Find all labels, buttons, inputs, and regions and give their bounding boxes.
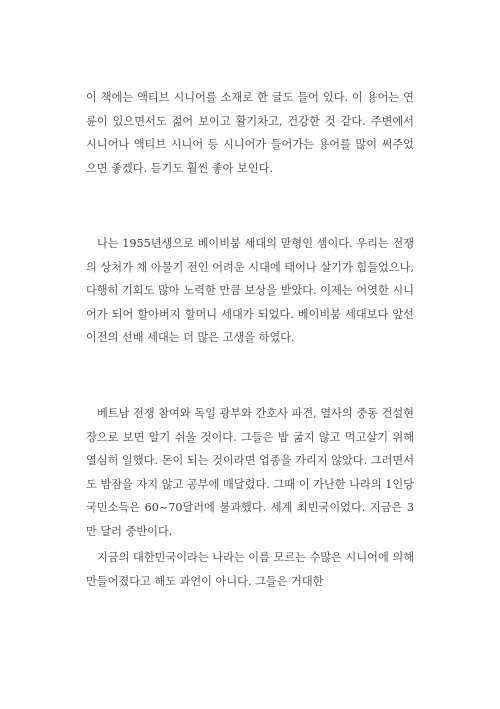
paragraph-hardship: 베트남 전쟁 참여와 독일 광부와 간호사 파견, 열사의 중동 건설현장으로 보면 알기 쉬울 것이다. 그들은 밥 굶지 않고 먹고살기 위해 열심히 일했다. 돈이 되는 것이라면 업종을 가리지 않았다. 그러면서도 밤잠을 자지 않고 공부에 매달렸다. 그때 이 가난한 나라의 1인당 국민소득은 60~70달러에 불과했다. 세계 최빈국이었다. 지금은 3만 달러 중반이다. [86, 407, 414, 538]
paragraph-baby-boom: 나는 1955년생으로 베이비붐 세대의 맏형인 셈이다. 우리는 전쟁의 상처가 채 아물기 전인 어려운 시대에 태어나 살기가 힘들었으나, 다행히 기회도 많아 노력한 만큼 보상을 받았다. 이제는 어엿한 시니어가 되어 할아버지 할머니 세대가 되었다. 베이비붐 세대보다 앞선 이전의 선배 세대는 더 많은 고생을 하였다. [86, 237, 414, 344]
paragraph-korea: 지금의 대한민국이라는 나라는 이름 모르는 수많은 시니어에 의해 만들어졌다고 해도 과언이 아니다. 그들은 거대한 [86, 551, 414, 588]
paragraph-active-senior: 이 책에는 액티브 시니어를 소재로 한 글도 들어 있다. 이 용어는 연륜이 있으면서도 젊어 보이고 활기차고, 건강한 것 같다. 주변에서 시니어나 액티브 시니어 등 시니어가 들어가는 용어를 많이 써주었으면 좋겠다. 듣기도 훨씬 좋아 보인다. [86, 91, 414, 175]
